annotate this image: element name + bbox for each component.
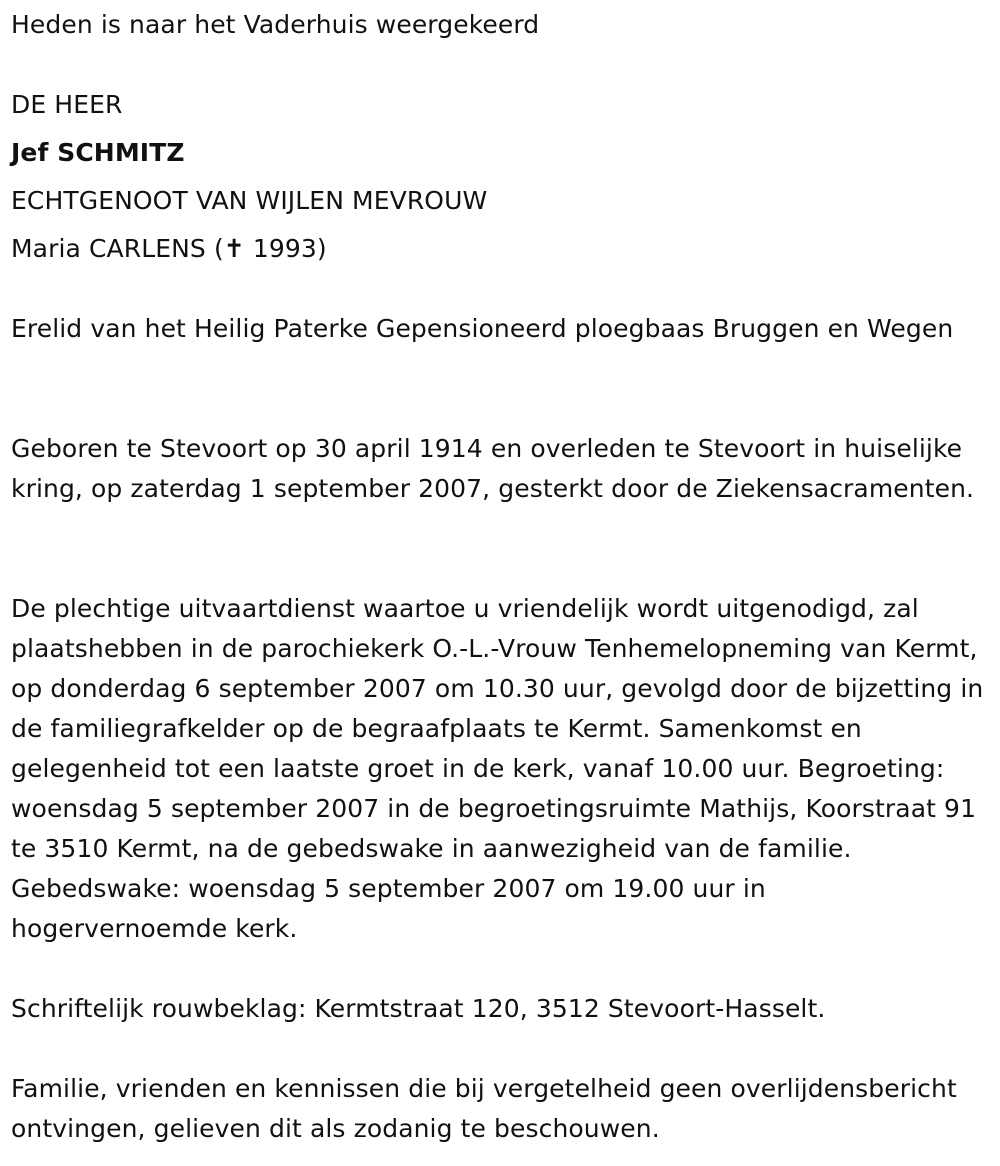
- spouse-name: Maria CARLENS (✝ 1993): [11, 234, 327, 263]
- condolences-paragraph: Schriftelijk rouwbeklag: Kermtstraat 120, 3512 Stevoort-Hasselt.: [11, 994, 826, 1023]
- funeral-paragraph: De plechtige uitvaartdienst waartoe u vriendelijk wordt uitgenodigd, zal plaatshebben in de parochiekerk O.-L.-Vrouw Tenhemelopneming van Kermt, op donderdag 6 september 2007 om 10.30 uur, gevolgd door de bijzetting in de familiegrafkelder op de begraafplaats te Kermt. Samenkomst en gelegenheid tot een laatste groet in de kerk, vanaf 10.00 uur. Begroeting: woensdag 5 september 2007 in de begroetingsruimte Mathijs, Koorstraat 91 te 3510 Kermt, na de gebedswake in aanwezigheid van de familie. Gebedswake: woensdag 5 september 2007 om 19.00 uur in hogervernoemde kerk.: [11, 594, 984, 943]
- birth-death-paragraph: Geboren te Stevoort op 30 april 1914 en overleden te Stevoort in huiselijke kring, op zaterdag 1 september 2007, gesterkt door de Ziekensacramenten.: [11, 434, 975, 503]
- spouse-title: ECHTGENOOT VAN WIJLEN MEVROUW: [11, 186, 488, 215]
- honors-paragraph: Erelid van het Heilig Paterke Gepensioneerd ploegbaas Bruggen en Wegen: [11, 314, 954, 343]
- closing-paragraph: Familie, vrienden en kennissen die bij vergetelheid geen overlijdensbericht ontvingen, gelieven dit als zodanig te beschouwen.: [11, 1074, 957, 1143]
- intro-line: Heden is naar het Vaderhuis weergekeerd: [11, 10, 540, 39]
- deceased-name: Jef SCHMITZ: [11, 138, 185, 167]
- title-line: DE HEER: [11, 90, 123, 119]
